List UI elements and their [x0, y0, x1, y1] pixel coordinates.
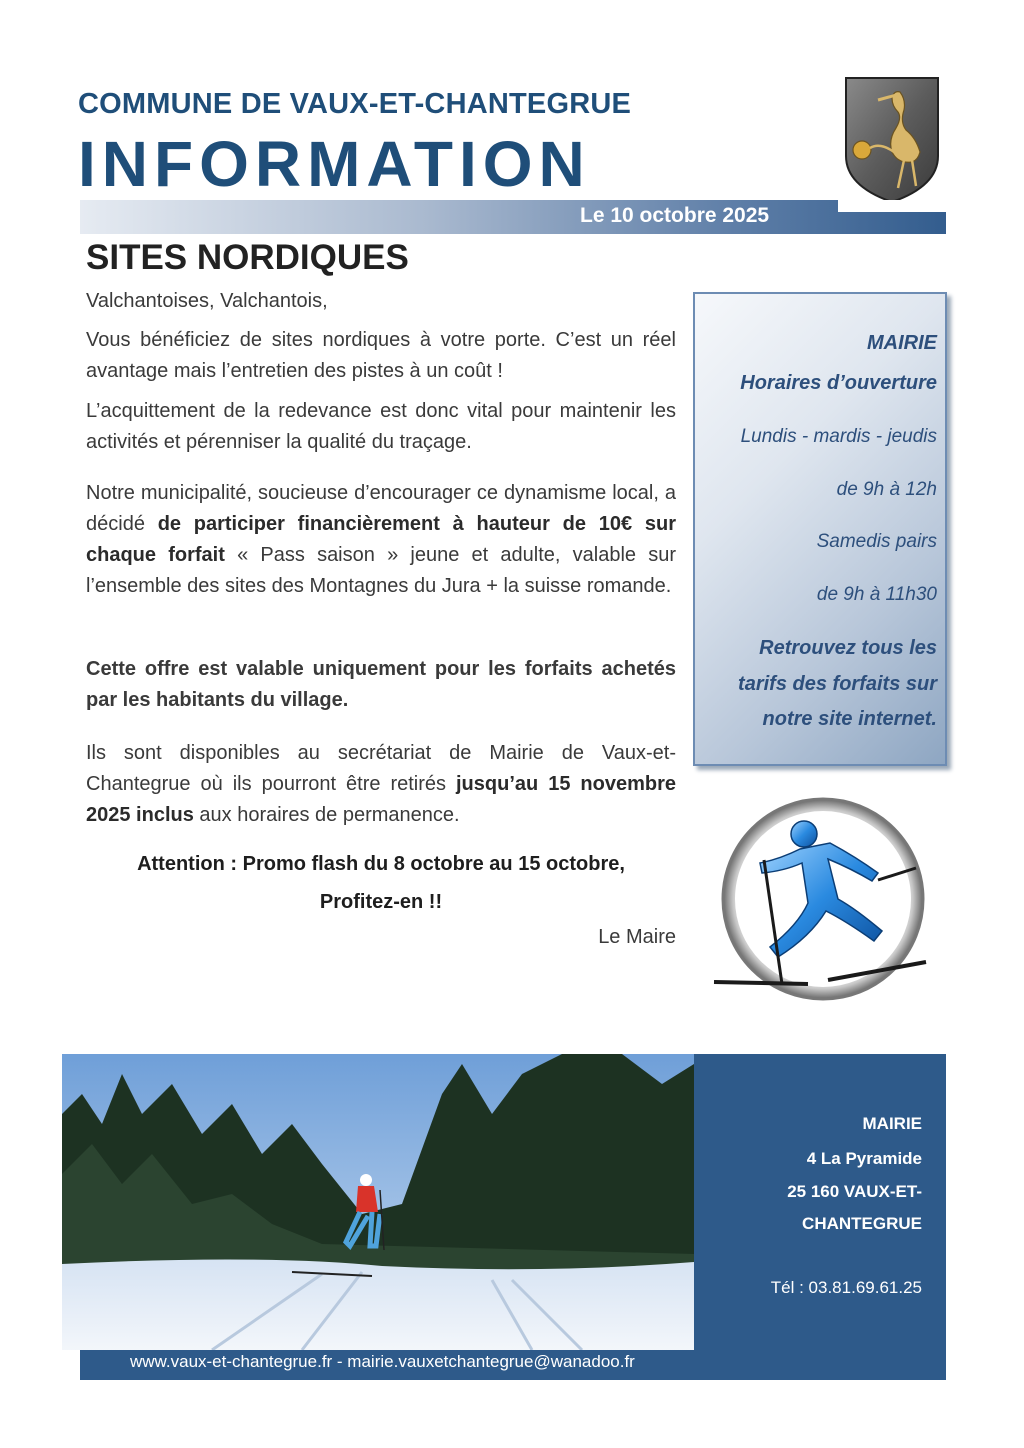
- hours-title: MAIRIE: [867, 332, 937, 354]
- paragraph-3: [86, 478, 676, 602]
- paragraph-5-bold: jusqu’au 15 novembre 2025 inclus: [86, 773, 676, 826]
- greeting: Valchantoises, Valchantois,: [86, 290, 328, 312]
- paragraph-3-start: Notre municipalité, soucieuse d’encourager ce dynamisme local, a décidé: [86, 482, 676, 535]
- contact-city-1: 25 160 VAUX-ET-: [787, 1182, 922, 1201]
- signature: Le Maire: [598, 926, 676, 948]
- hours-note-3: notre site internet.: [762, 708, 937, 730]
- hours-days-1: Lundis - mardis - jeudis: [740, 426, 937, 447]
- page-title: INFORMATION: [78, 128, 591, 200]
- contact-street: 4 La Pyramide: [806, 1149, 922, 1168]
- contact-phone: Tél : 03.81.69.61.25: [770, 1278, 922, 1297]
- cross-country-skier-icon: [708, 794, 938, 1024]
- contact-city-2: CHANTEGRUE: [802, 1214, 922, 1233]
- publication-date: Le 10 octobre 2025: [580, 204, 770, 227]
- hours-time-1: de 9h à 12h: [836, 479, 937, 500]
- date-banner: [80, 200, 946, 234]
- footer-bar: [80, 1350, 946, 1380]
- hours-subtitle: Horaires d’ouverture: [740, 372, 937, 394]
- attention-line-1: Attention : Promo flash du 8 octobre au 15 octobre,: [137, 853, 625, 875]
- heron-crest-icon: [842, 74, 942, 206]
- contact-name: MAIRIE: [862, 1114, 922, 1133]
- article-title: SITES NORDIQUES: [86, 238, 409, 277]
- attention-notice: [86, 845, 676, 921]
- opening-hours-box: [693, 292, 947, 766]
- hours-time-2: de 9h à 11h30: [816, 584, 937, 605]
- hours-note-2: tarifs des forfaits sur: [738, 673, 937, 695]
- paragraph-3-bold: de participer financièrement à hauteur de 10€ sur chaque forfait: [86, 513, 676, 566]
- footer-links[interactable]: www.vaux-et-chantegrue.fr - mairie.vauxetchantegrue@wanadoo.fr: [130, 1352, 635, 1371]
- paragraph-5-start: Ils sont disponibles au secrétariat de Mairie de Vaux-et-Chantegrue où ils pourront être retirés: [86, 742, 676, 795]
- attention-line-2: Profitez-en !!: [319, 891, 443, 913]
- paragraph-1: Vous bénéficiez de sites nordiques à votre porte. C’est un réel avantage mais l’entretien des pistes à un coût !: [86, 329, 676, 382]
- hours-days-2: Samedis pairs: [816, 531, 937, 552]
- paragraph-3-end: « Pass saison » jeune et adulte, valable sur l’ensemble des sites des Montagnes du Jura + la suisse romande.: [86, 544, 676, 597]
- paragraph-5-end: aux horaires de permanence.: [193, 804, 460, 826]
- paragraph-4: Cette offre est valable uniquement pour les forfaits achetés par les habitants du village.: [86, 658, 676, 711]
- paragraph-2: L’acquittement de la redevance est donc vital pour maintenir les activités et pérenniser la qualité du traçage.: [86, 400, 676, 453]
- hours-note-1: Retrouvez tous les: [759, 637, 937, 659]
- commune-name: COMMUNE DE VAUX-ET-CHANTEGRUE: [78, 88, 632, 120]
- contact-panel: [694, 1054, 946, 1350]
- ski-trail-photo: [62, 1054, 694, 1350]
- paragraph-5: [86, 738, 676, 831]
